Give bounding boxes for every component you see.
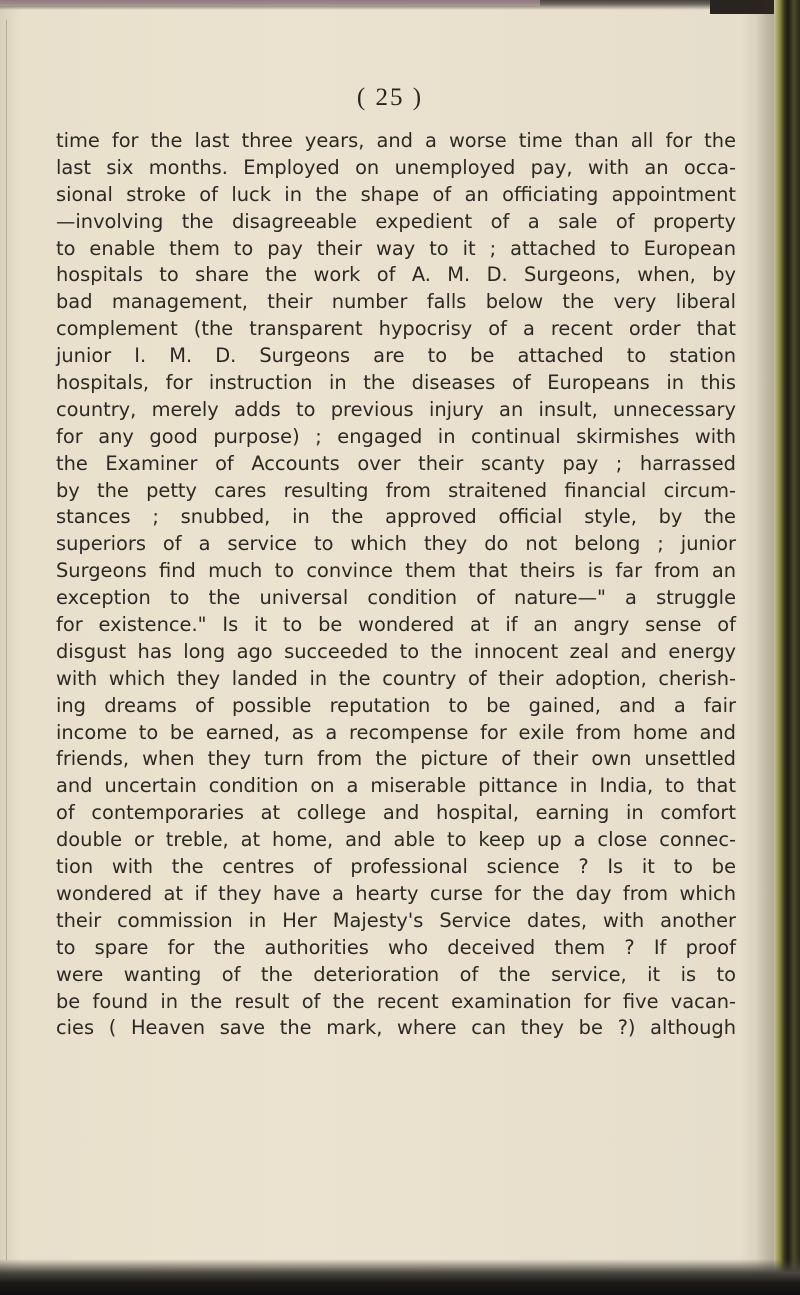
text-line: income to be earned, as a recompense for exile from home and (56, 720, 736, 744)
text-line: time for the last three years, and a worse time than all for the (56, 129, 736, 152)
text-line: for any good purpose) ; engaged in continual skirmishes with (56, 424, 736, 448)
text-line: sional stroke of luck in the shape of an officiating appointment (56, 182, 736, 206)
text-line: last six months. Employed on unemployed pay, with an occa- (56, 155, 736, 179)
text-line: hospitals to share the work of A. M. D. Surgeons, when, by (56, 263, 736, 287)
text-line: disgust has long ago succeeded to the innocent zeal and energy (56, 639, 736, 663)
text-line: superiors of a service to which they do not belong ; junior (56, 532, 736, 556)
text-line: Surgeons find much to convince them that theirs is far from an (56, 559, 736, 583)
text-line: of contemporaries at college and hospital, earning in comfort (56, 801, 736, 825)
text-line: their commission in Her Majesty's Service dates, with another (56, 908, 736, 932)
text-line: cies ( Heaven save the mark, where can they be ?) although (56, 1016, 736, 1040)
text-line: double or treble, at home, and able to keep up a close connec- (56, 828, 736, 852)
body-text (56, 128, 736, 1042)
text-line: hospitals, for instruction in the diseases of Europeans in this (56, 371, 736, 395)
text-line: junior I. M. D. Surgeons are to be attached to station (56, 344, 736, 368)
text-line: country, merely adds to previous injury an insult, unnecessary (56, 397, 736, 421)
text-line: for existence." Is it to be wondered at if an angry sense of (56, 613, 736, 637)
text-line: and uncertain condition on a miserable pittance in India, to that (56, 774, 736, 798)
text-line: ing dreams of possible reputation to be gained, and a fair (56, 693, 736, 717)
text-line: —involving the disagreeable expedient of a sale of property (56, 209, 736, 233)
text-line: bad management, their number falls below the very liberal (56, 290, 736, 314)
text-line: to enable them to pay their way to it ; attached to European (56, 236, 736, 260)
top-page-edge (0, 0, 800, 10)
text-line: with which they landed in the country of their adoption, cherish- (56, 666, 736, 690)
text-line: wondered at if they have a hearty curse for the day from which (56, 881, 736, 905)
text-line: tion with the centres of professional science ? Is it to be (56, 855, 736, 879)
book-binding-edge (774, 0, 800, 1295)
left-margin-line (6, 20, 7, 1260)
text-line: were wanting of the deterioration of the service, it is to (56, 962, 736, 986)
gutter-shadow (756, 0, 774, 1295)
bottom-page-edge (0, 1259, 800, 1295)
text-line: complement (the transparent hypocrisy of a recent order that (56, 317, 736, 341)
text-line: the Examiner of Accounts over their scanty pay ; harrassed (56, 451, 736, 475)
text-line: exception to the universal condition of nature—" a struggle (56, 586, 736, 610)
text-line: to spare for the authorities who deceived them ? If proof (56, 935, 736, 959)
text-line: be found in the result of the recent examination for five vacan- (56, 989, 736, 1013)
text-line: friends, when they turn from the picture of their own unsettled (56, 747, 736, 771)
text-line: by the petty cares resulting from straitened financial circum- (56, 478, 736, 502)
page-number: ( 25 ) (356, 84, 424, 111)
text-line: stances ; snubbed, in the approved official style, by the (56, 505, 736, 529)
